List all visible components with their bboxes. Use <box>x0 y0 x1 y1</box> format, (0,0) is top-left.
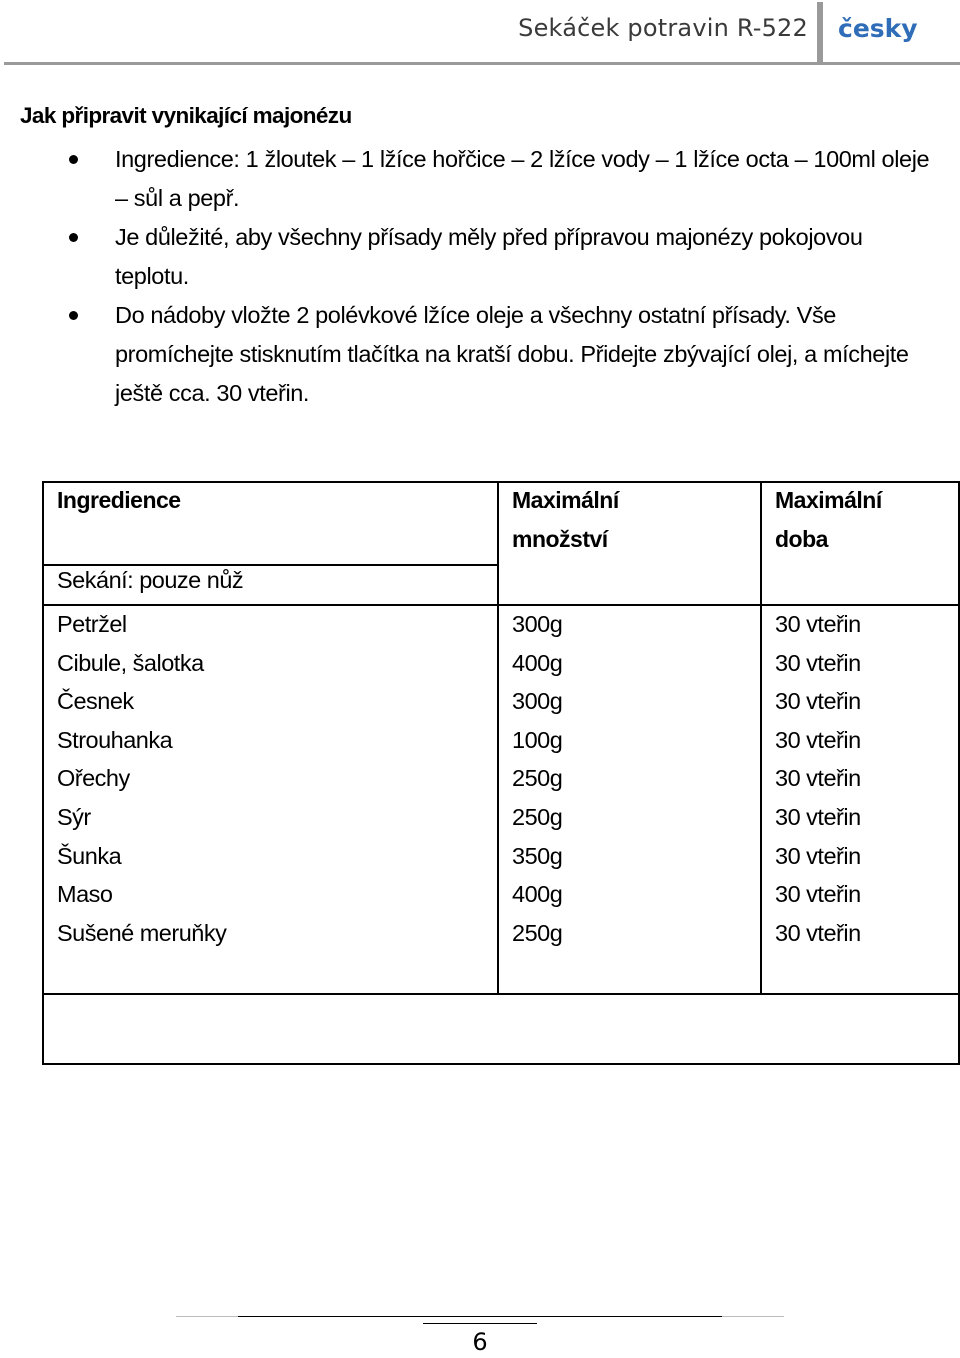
bullet-item <box>0 140 960 218</box>
amount-cell: 250g <box>512 765 563 792</box>
time-cell: 30 vteřin <box>775 765 861 792</box>
amount-column <box>512 605 562 952</box>
bullet-text: Je důležité, aby všechny přísady měly před přípravou majonézy pokojovou teplotu. <box>115 224 863 289</box>
time-column <box>775 605 861 952</box>
time-cell: 30 vteřin <box>775 803 861 830</box>
ingredient-cell: Petržel <box>57 611 127 637</box>
header-rule <box>4 62 960 65</box>
table-header-rule <box>42 564 497 566</box>
time-cell: 30 vteřin <box>775 919 861 946</box>
ingredient-cell: Sýr <box>57 803 91 830</box>
time-cell: 30 vteřin <box>775 649 861 676</box>
amount-cell: 100g <box>512 726 563 753</box>
header-max-time-line2: doba <box>775 526 828 552</box>
table-column-divider <box>497 481 499 993</box>
header-max-amount-line1: Maximální <box>512 487 619 513</box>
bullet-text: Ingredience: 1 žloutek – 1 lžíce hořčice – 2 lžíce vody – 1 lžíce octa – 100ml oleje – sůl a pepř. <box>115 146 930 211</box>
header-max-time <box>775 481 882 559</box>
table-subheader: Sekání: pouze nůž <box>57 567 244 593</box>
language-label: česky <box>838 14 918 43</box>
chopping-table <box>42 481 960 1065</box>
time-cell: 30 vteřin <box>775 726 861 753</box>
footer-rule-short <box>423 1323 537 1324</box>
ingredient-cell: Šunka <box>57 842 122 869</box>
amount-cell: 250g <box>512 803 563 830</box>
page-header <box>0 0 960 62</box>
ingredient-cell: Ořechy <box>57 765 130 792</box>
bullet-dot-icon <box>69 311 78 320</box>
amount-cell: 250g <box>512 919 563 946</box>
amount-cell: 400g <box>512 881 563 908</box>
table-column-divider <box>760 481 762 993</box>
section-title: Jak připravit vynikající majonézu <box>20 103 352 128</box>
ingredient-cell: Strouhanka <box>57 726 173 753</box>
ingredient-column <box>57 605 226 952</box>
amount-cell: 300g <box>512 688 563 715</box>
header-max-amount-line2: množství <box>512 526 608 552</box>
header-separator <box>817 2 823 62</box>
table-body-rule <box>42 993 960 995</box>
header-max-amount <box>512 481 619 559</box>
time-cell: 30 vteřin <box>775 842 861 869</box>
bullet-item <box>0 296 960 413</box>
time-cell: 30 vteřin <box>775 611 861 637</box>
amount-cell: 400g <box>512 649 563 676</box>
time-cell: 30 vteřin <box>775 881 861 908</box>
bullet-dot-icon <box>69 233 78 242</box>
bullet-item <box>0 218 960 296</box>
bullet-list <box>0 140 960 413</box>
amount-cell: 350g <box>512 842 563 869</box>
footer-rule <box>238 1316 722 1317</box>
page-number: 6 <box>472 1328 488 1356</box>
document-title: Sekáček potravin R-522 <box>518 14 808 42</box>
ingredient-cell: Maso <box>57 881 113 908</box>
amount-cell: 300g <box>512 611 563 637</box>
bullet-dot-icon <box>69 155 78 164</box>
ingredient-cell: Sušené meruňky <box>57 919 227 946</box>
ingredient-cell: Cibule, šalotka <box>57 649 204 676</box>
header-ingredient: Ingredience <box>57 487 181 513</box>
bullet-text: Do nádoby vložte 2 polévkové lžíce oleje a všechny ostatní přísady. Vše promíchejte stisknutím tlačítka na kratší dobu. Přidejte zbývající olej, a míchejte ještě cca. 30 vteřin. <box>115 302 909 406</box>
header-max-time-line1: Maximální <box>775 487 882 513</box>
ingredient-cell: Česnek <box>57 688 134 715</box>
time-cell: 30 vteřin <box>775 688 861 715</box>
